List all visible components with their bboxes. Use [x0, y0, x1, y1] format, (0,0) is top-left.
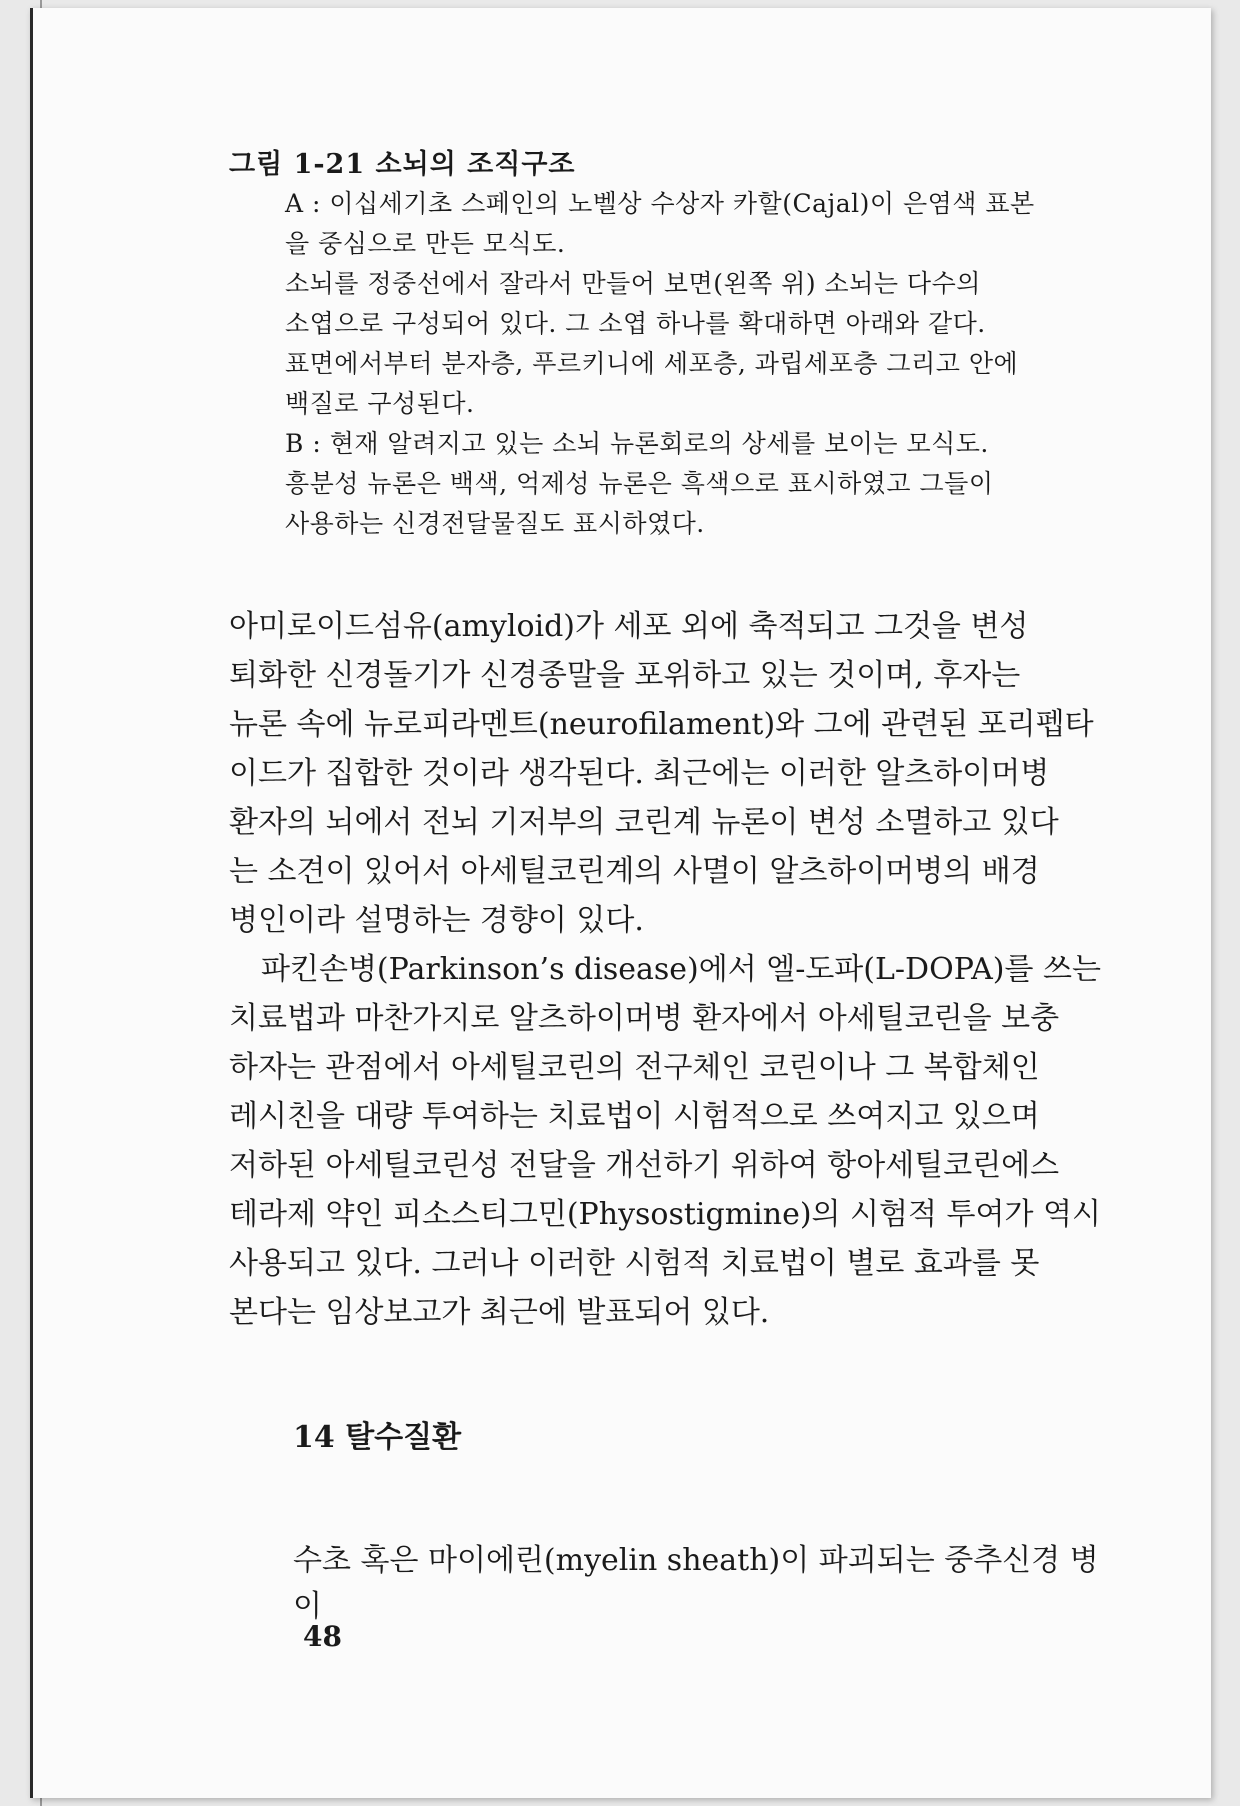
- caption-line: 표면에서부터 분자층, 푸르키니에 세포층, 과립세포층 그리고 안에: [285, 349, 1019, 378]
- paragraph-line: 퇴화한 신경돌기가 신경종말을 포위하고 있는 것이며, 후자는: [229, 658, 1021, 693]
- paragraph-line: 수초 혹은 마이에린(myelin sheath)이 파괴되는 중추신경 병이: [293, 1543, 1099, 1624]
- paragraph-line: 환자의 뇌에서 전뇌 기저부의 코린계 뉴론이 변성 소멸하고 있다: [229, 805, 1059, 840]
- body-text: [229, 602, 1119, 1337]
- book-page: [30, 8, 1211, 1798]
- paragraph-line: 병인이라 설명하는 경향이 있다.: [229, 903, 644, 938]
- paragraph-line: 치료법과 마찬가지로 알츠하이머병 환자에서 아세틸코린을 보충: [229, 1001, 1060, 1036]
- paragraph-line: 레시친을 대량 투여하는 치료법이 시험적으로 쓰여지고 있으며: [229, 1099, 1040, 1134]
- paragraph-line: 아미로이드섬유(amyloid)가 세포 외에 축적되고 그것을 변성: [229, 609, 1029, 644]
- paragraph-line: 테라제 약인 피소스티그민(Physostigmine)의 시험적 투여가 역시: [229, 1197, 1101, 1232]
- caption-line: A : 이십세기초 스페인의 노벨상 수상자 카할(Cajal)이 은염색 표본: [285, 189, 1035, 218]
- caption-line: 백질로 구성된다.: [285, 389, 475, 418]
- figure-title: 그림 1-21 소뇌의 조직구조: [229, 149, 576, 180]
- section-body: [293, 1538, 1123, 1630]
- paragraph-line: 파킨손병(Parkinson’s disease)에서 엘-도파(L-DOPA)를 쓰는: [261, 952, 1101, 987]
- paragraph-line: 이드가 집합한 것이라 생각된다. 최근에는 이러한 알츠하이머병: [229, 756, 1050, 791]
- paragraph-line: 본다는 임상보고가 최근에 발표되어 있다.: [229, 1295, 770, 1330]
- page-number: 48: [303, 1620, 342, 1653]
- section-heading: 14 탈수질환: [293, 1420, 462, 1455]
- paragraph-line: 뉴론 속에 뉴로피라멘트(neurofilament)와 그에 관련된 포리펩타: [229, 707, 1094, 742]
- caption-line: 을 중심으로 만든 모식도.: [285, 229, 566, 258]
- caption-line: 소뇌를 정중선에서 잘라서 만들어 보면(왼쪽 위) 소뇌는 다수의: [285, 269, 981, 298]
- paragraph-line: 저하된 아세틸코린성 전달을 개선하기 위하여 항아세틸코린에스: [229, 1148, 1060, 1183]
- caption-line: B : 현재 알려지고 있는 소뇌 뉴론회로의 상세를 보이는 모식도.: [285, 429, 989, 458]
- figure-caption: [285, 184, 1125, 544]
- caption-line: 사용하는 신경전달물질도 표시하였다.: [285, 509, 705, 538]
- paragraph-line: 사용되고 있다. 그러나 이러한 시험적 치료법이 별로 효과를 못: [229, 1246, 1040, 1281]
- paragraph-line: 하자는 관점에서 아세틸코린의 전구체인 코린이나 그 복합체인: [229, 1050, 1040, 1085]
- paragraph-line: 는 소견이 있어서 아세틸코린계의 사멸이 알츠하이머병의 배경: [229, 854, 1040, 889]
- caption-line: 소엽으로 구성되어 있다. 그 소엽 하나를 확대하면 아래와 같다.: [285, 309, 986, 338]
- caption-line: 흥분성 뉴론은 백색, 억제성 뉴론은 흑색으로 표시하였고 그들이: [285, 469, 994, 498]
